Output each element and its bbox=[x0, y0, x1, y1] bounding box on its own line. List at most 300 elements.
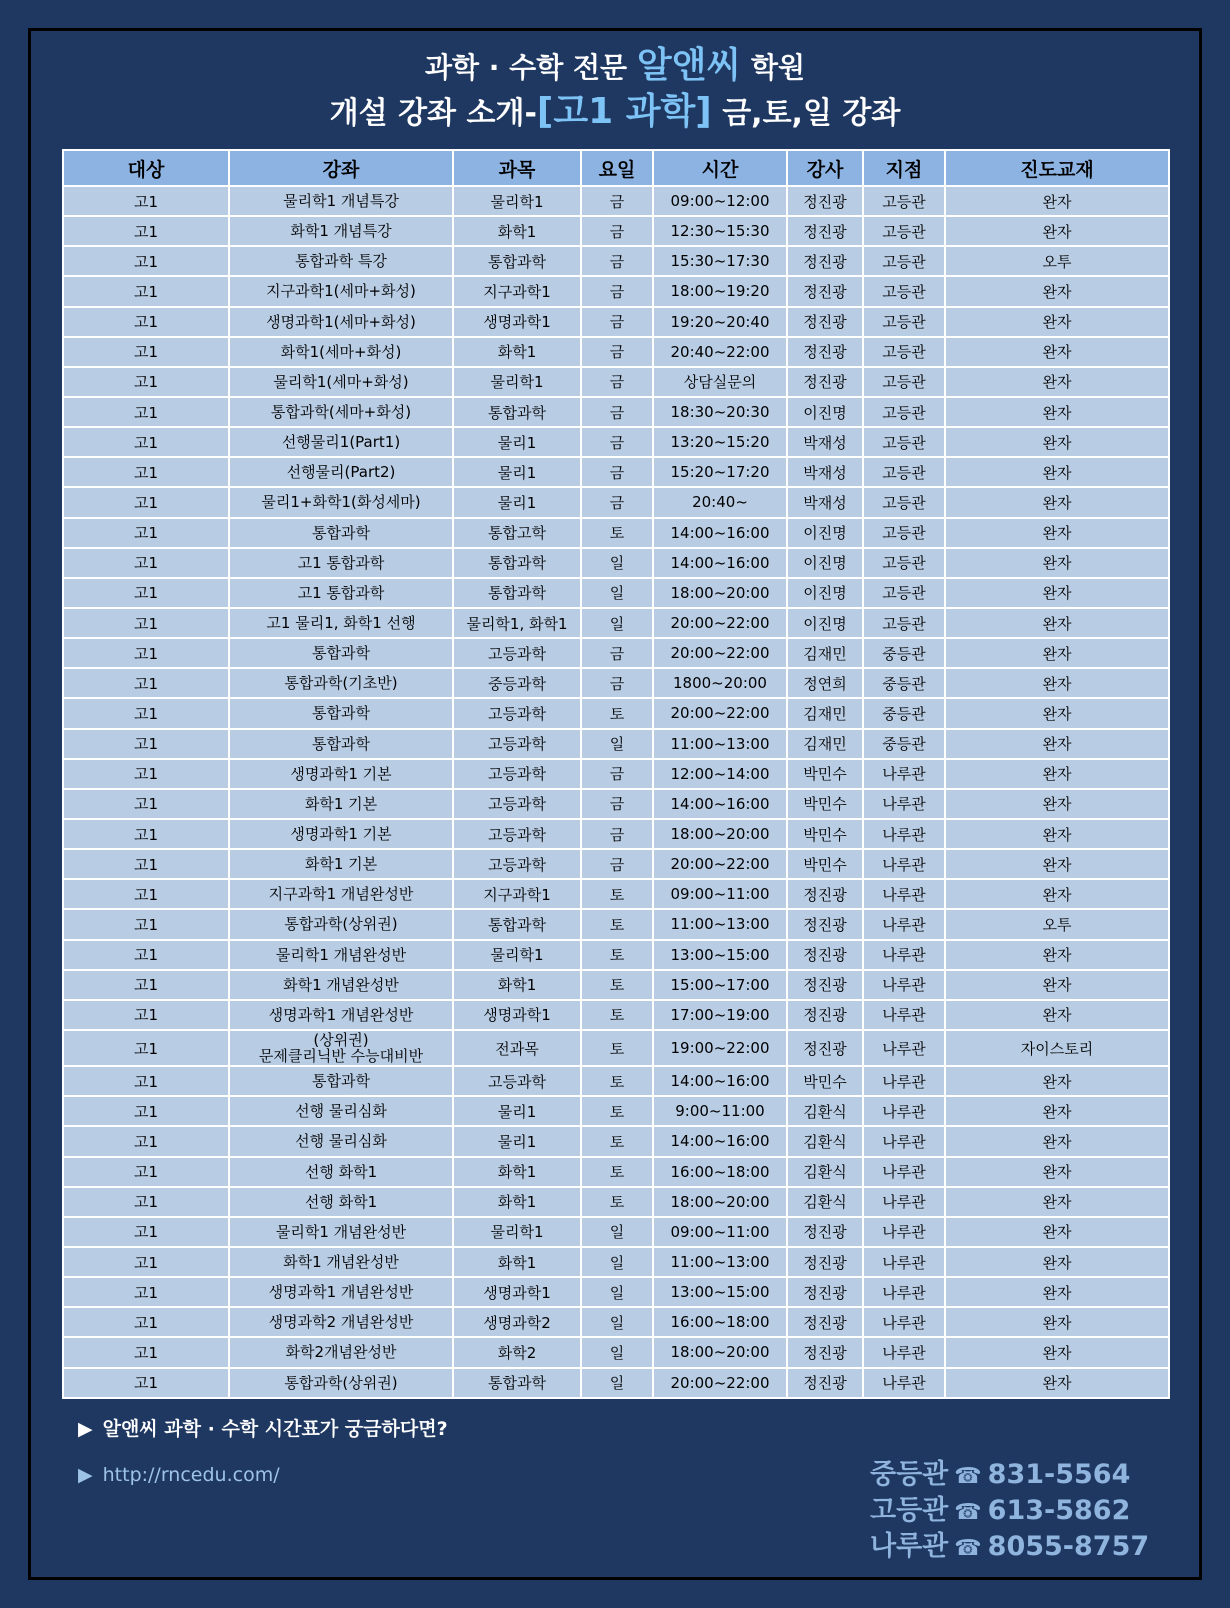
cell-textbook: 완자 bbox=[945, 367, 1169, 397]
cell-course: 화학1(세마+화성) bbox=[229, 337, 453, 367]
table-row bbox=[63, 1000, 1169, 1030]
cell-target: 고1 bbox=[63, 1030, 229, 1066]
cell-target: 고1 bbox=[63, 759, 229, 789]
cell-time: 12:00~14:00 bbox=[653, 759, 787, 789]
table-body bbox=[63, 186, 1169, 1398]
cell-branch: 중등관 bbox=[863, 668, 945, 698]
cell-course: (상위권) 문제클리닉반 수능대비반 bbox=[229, 1030, 453, 1066]
cell-day: 금 bbox=[581, 337, 653, 367]
schedule-table bbox=[62, 149, 1170, 1399]
cell-subject: 생명과학1 bbox=[453, 1277, 581, 1307]
cell-course: 지구과학1 개념완성반 bbox=[229, 879, 453, 909]
cell-textbook: 완자 bbox=[945, 518, 1169, 548]
cell-day: 일 bbox=[581, 729, 653, 759]
cell-time: 20:40~ bbox=[653, 487, 787, 517]
cell-instructor: 박재성 bbox=[787, 487, 863, 517]
cell-target: 고1 bbox=[63, 1307, 229, 1337]
cell-branch: 고등관 bbox=[863, 276, 945, 306]
cell-course: 통합과학 bbox=[229, 638, 453, 668]
cell-target: 고1 bbox=[63, 427, 229, 457]
phone-number: 831-5564 bbox=[987, 1459, 1131, 1490]
cell-time: 14:00~16:00 bbox=[653, 1066, 787, 1096]
cell-day: 금 bbox=[581, 638, 653, 668]
cell-subject: 물리학1 bbox=[453, 940, 581, 970]
cell-branch: 나루관 bbox=[863, 1277, 945, 1307]
cell-course: 통합과학(세마+화성) bbox=[229, 397, 453, 427]
cell-course: 생명과학1 기본 bbox=[229, 759, 453, 789]
cell-target: 고1 bbox=[63, 457, 229, 487]
cell-target: 고1 bbox=[63, 518, 229, 548]
cell-textbook: 완자 bbox=[945, 427, 1169, 457]
cell-branch: 나루관 bbox=[863, 1247, 945, 1277]
cell-course: 통합과학(상위권) bbox=[229, 909, 453, 939]
title-suffix: 학원 bbox=[750, 51, 806, 84]
cell-branch: 고등관 bbox=[863, 518, 945, 548]
cell-instructor: 정진광 bbox=[787, 367, 863, 397]
cell-target: 고1 bbox=[63, 940, 229, 970]
cell-subject: 화학1 bbox=[453, 216, 581, 246]
cell-subject: 생명과학1 bbox=[453, 307, 581, 337]
cell-subject: 화학1 bbox=[453, 1187, 581, 1217]
phone-list bbox=[870, 1458, 1149, 1566]
cell-target: 고1 bbox=[63, 216, 229, 246]
cell-subject: 통합고학 bbox=[453, 518, 581, 548]
table-row bbox=[63, 307, 1169, 337]
cell-target: 고1 bbox=[63, 849, 229, 879]
cell-instructor: 정진광 bbox=[787, 216, 863, 246]
cell-branch: 나루관 bbox=[863, 1187, 945, 1217]
cell-branch: 나루관 bbox=[863, 1000, 945, 1030]
cell-time: 20:00~22:00 bbox=[653, 638, 787, 668]
cell-course: 통합과학(기초반) bbox=[229, 668, 453, 698]
cell-target: 고1 bbox=[63, 1000, 229, 1030]
cell-course: 선행 화학1 bbox=[229, 1187, 453, 1217]
cell-time: 15:00~17:00 bbox=[653, 970, 787, 1000]
cell-instructor: 김환식 bbox=[787, 1187, 863, 1217]
table-header-row bbox=[63, 150, 1169, 186]
table-row bbox=[63, 668, 1169, 698]
cell-day: 금 bbox=[581, 246, 653, 276]
cell-instructor: 박재성 bbox=[787, 427, 863, 457]
phone-row-high bbox=[870, 1494, 1149, 1530]
cell-subject: 물리1 bbox=[453, 1126, 581, 1156]
cell-branch: 나루관 bbox=[863, 819, 945, 849]
cell-instructor: 박민수 bbox=[787, 1066, 863, 1096]
cell-branch: 고등관 bbox=[863, 367, 945, 397]
cell-day: 토 bbox=[581, 940, 653, 970]
cell-subject: 고등과학 bbox=[453, 1066, 581, 1096]
cell-course: 화학1 기본 bbox=[229, 849, 453, 879]
cell-subject: 화학1 bbox=[453, 337, 581, 367]
cell-textbook: 완자 bbox=[945, 1000, 1169, 1030]
cell-branch: 고등관 bbox=[863, 578, 945, 608]
cell-time: 18:00~19:20 bbox=[653, 276, 787, 306]
cell-day: 금 bbox=[581, 367, 653, 397]
cell-time: 11:00~13:00 bbox=[653, 729, 787, 759]
cell-course: 고1 통합과학 bbox=[229, 578, 453, 608]
cell-instructor: 정진광 bbox=[787, 1030, 863, 1066]
cell-subject: 물리학1 bbox=[453, 1217, 581, 1247]
table-row bbox=[63, 1217, 1169, 1247]
cell-instructor: 이진명 bbox=[787, 518, 863, 548]
cell-target: 고1 bbox=[63, 638, 229, 668]
cell-instructor: 정진광 bbox=[787, 970, 863, 1000]
cell-branch: 고등관 bbox=[863, 487, 945, 517]
subtitle-suffix: 금,토,일 강좌 bbox=[722, 96, 901, 131]
cell-time: 09:00~12:00 bbox=[653, 186, 787, 216]
cell-day: 토 bbox=[581, 909, 653, 939]
cell-time: 14:00~16:00 bbox=[653, 518, 787, 548]
cell-target: 고1 bbox=[63, 1337, 229, 1367]
cell-target: 고1 bbox=[63, 1187, 229, 1217]
cell-textbook: 완자 bbox=[945, 970, 1169, 1000]
cta-text: 알앤씨 과학 · 수학 시간표가 궁금하다면? bbox=[102, 1418, 448, 1440]
cell-branch: 나루관 bbox=[863, 1307, 945, 1337]
cell-subject: 고등과학 bbox=[453, 638, 581, 668]
cell-subject: 물리학1, 화학1 bbox=[453, 608, 581, 638]
cell-course: 화학1 기본 bbox=[229, 789, 453, 819]
cell-course: 선행 화학1 bbox=[229, 1157, 453, 1187]
cell-target: 고1 bbox=[63, 668, 229, 698]
cell-time: 9:00~11:00 bbox=[653, 1096, 787, 1126]
table-row bbox=[63, 698, 1169, 728]
cell-day: 일 bbox=[581, 548, 653, 578]
play-arrow-icon: ▶ bbox=[78, 1418, 93, 1440]
cell-instructor: 정진광 bbox=[787, 1277, 863, 1307]
cell-day: 토 bbox=[581, 1066, 653, 1096]
cell-course: 화학1 개념특강 bbox=[229, 216, 453, 246]
cell-day: 금 bbox=[581, 216, 653, 246]
column-header-course: 강좌 bbox=[229, 150, 453, 186]
cell-textbook: 자이스토리 bbox=[945, 1030, 1169, 1066]
cell-time: 13:00~15:00 bbox=[653, 1277, 787, 1307]
cell-subject: 물리1 bbox=[453, 427, 581, 457]
cell-subject: 통합과학 bbox=[453, 909, 581, 939]
cell-instructor: 정진광 bbox=[787, 186, 863, 216]
cell-instructor: 정진광 bbox=[787, 909, 863, 939]
cell-day: 일 bbox=[581, 608, 653, 638]
cell-textbook: 완자 bbox=[945, 1368, 1169, 1398]
cell-day: 금 bbox=[581, 789, 653, 819]
phone-number: 613-5862 bbox=[987, 1495, 1131, 1526]
cell-textbook: 완자 bbox=[945, 819, 1169, 849]
table-row bbox=[63, 1187, 1169, 1217]
title-line-1 bbox=[0, 44, 1230, 88]
cell-instructor: 박민수 bbox=[787, 849, 863, 879]
cell-target: 고1 bbox=[63, 909, 229, 939]
cell-time: 16:00~18:00 bbox=[653, 1307, 787, 1337]
cell-instructor: 박민수 bbox=[787, 759, 863, 789]
cell-course: 물리학1 개념완성반 bbox=[229, 940, 453, 970]
cell-branch: 고등관 bbox=[863, 337, 945, 367]
brand-name: 알앤씨 bbox=[636, 45, 742, 86]
cell-textbook: 완자 bbox=[945, 1307, 1169, 1337]
table-row bbox=[63, 1066, 1169, 1096]
column-header-day: 요일 bbox=[581, 150, 653, 186]
cell-branch: 나루관 bbox=[863, 1217, 945, 1247]
cell-course: 선행물리1(Part1) bbox=[229, 427, 453, 457]
table-row bbox=[63, 789, 1169, 819]
cell-course: 선행 물리심화 bbox=[229, 1096, 453, 1126]
cell-course: 선행 물리심화 bbox=[229, 1126, 453, 1156]
poster-title bbox=[0, 44, 1230, 136]
cell-textbook: 완자 bbox=[945, 1157, 1169, 1187]
cell-target: 고1 bbox=[63, 1368, 229, 1398]
cell-subject: 물리1 bbox=[453, 1096, 581, 1126]
cell-textbook: 완자 bbox=[945, 729, 1169, 759]
cell-subject: 통합과학 bbox=[453, 578, 581, 608]
cell-day: 금 bbox=[581, 427, 653, 457]
cell-time: 18:00~20:00 bbox=[653, 1337, 787, 1367]
cell-target: 고1 bbox=[63, 276, 229, 306]
table-row bbox=[63, 970, 1169, 1000]
cell-subject: 고등과학 bbox=[453, 759, 581, 789]
cell-subject: 중등과학 bbox=[453, 668, 581, 698]
cell-time: 09:00~11:00 bbox=[653, 1217, 787, 1247]
cell-course: 통합과학 bbox=[229, 698, 453, 728]
cell-textbook: 완자 bbox=[945, 940, 1169, 970]
cell-course: 생명과학2 개념완성반 bbox=[229, 1307, 453, 1337]
cell-time: 18:00~20:00 bbox=[653, 1187, 787, 1217]
cell-target: 고1 bbox=[63, 1096, 229, 1126]
column-header-instructor: 강사 bbox=[787, 150, 863, 186]
cell-textbook: 완자 bbox=[945, 1337, 1169, 1367]
table-row bbox=[63, 1247, 1169, 1277]
cell-target: 고1 bbox=[63, 186, 229, 216]
branch-name: 나루관 bbox=[870, 1531, 949, 1562]
cell-instructor: 정진광 bbox=[787, 940, 863, 970]
cell-target: 고1 bbox=[63, 337, 229, 367]
cell-course: 통합과학 bbox=[229, 1066, 453, 1096]
cell-target: 고1 bbox=[63, 246, 229, 276]
cell-target: 고1 bbox=[63, 879, 229, 909]
cell-day: 금 bbox=[581, 759, 653, 789]
cell-time: 상담실문의 bbox=[653, 367, 787, 397]
cell-day: 일 bbox=[581, 578, 653, 608]
cell-subject: 물리1 bbox=[453, 457, 581, 487]
cell-course: 통합과학(상위권) bbox=[229, 1368, 453, 1398]
cell-target: 고1 bbox=[63, 1157, 229, 1187]
cell-branch: 고등관 bbox=[863, 397, 945, 427]
cell-day: 토 bbox=[581, 518, 653, 548]
cell-branch: 고등관 bbox=[863, 457, 945, 487]
cell-subject: 지구과학1 bbox=[453, 276, 581, 306]
cell-day: 금 bbox=[581, 849, 653, 879]
cell-target: 고1 bbox=[63, 367, 229, 397]
cell-course: 물리1+화학1(화성세마) bbox=[229, 487, 453, 517]
column-header-target: 대상 bbox=[63, 150, 229, 186]
cell-instructor: 김환식 bbox=[787, 1157, 863, 1187]
cell-day: 금 bbox=[581, 668, 653, 698]
table-row bbox=[63, 487, 1169, 517]
cell-time: 11:00~13:00 bbox=[653, 909, 787, 939]
cell-subject: 지구과학1 bbox=[453, 879, 581, 909]
cell-time: 20:00~22:00 bbox=[653, 849, 787, 879]
table-row bbox=[63, 276, 1169, 306]
cell-course: 물리학1 개념특강 bbox=[229, 186, 453, 216]
cell-branch: 중등관 bbox=[863, 698, 945, 728]
table-row bbox=[63, 518, 1169, 548]
cell-day: 토 bbox=[581, 1096, 653, 1126]
cell-textbook: 완자 bbox=[945, 638, 1169, 668]
cell-instructor: 김환식 bbox=[787, 1126, 863, 1156]
column-header-textbook: 진도교재 bbox=[945, 150, 1169, 186]
cell-course: 고1 물리1, 화학1 선행 bbox=[229, 608, 453, 638]
cell-instructor: 박민수 bbox=[787, 789, 863, 819]
cell-instructor: 김재민 bbox=[787, 729, 863, 759]
cell-day: 토 bbox=[581, 1157, 653, 1187]
cell-instructor: 정진광 bbox=[787, 1217, 863, 1247]
cell-day: 일 bbox=[581, 1368, 653, 1398]
table-row bbox=[63, 1307, 1169, 1337]
table-row bbox=[63, 337, 1169, 367]
table-row bbox=[63, 246, 1169, 276]
cell-subject: 전과목 bbox=[453, 1030, 581, 1066]
table-row bbox=[63, 849, 1169, 879]
table-row bbox=[63, 457, 1169, 487]
cell-textbook: 완자 bbox=[945, 548, 1169, 578]
cell-target: 고1 bbox=[63, 1217, 229, 1247]
cell-branch: 고등관 bbox=[863, 307, 945, 337]
cell-day: 금 bbox=[581, 819, 653, 849]
cell-branch: 나루관 bbox=[863, 970, 945, 1000]
cell-day: 토 bbox=[581, 970, 653, 1000]
cell-time: 14:00~16:00 bbox=[653, 548, 787, 578]
cell-time: 12:30~15:30 bbox=[653, 216, 787, 246]
table-row bbox=[63, 367, 1169, 397]
cell-subject: 생명과학2 bbox=[453, 1307, 581, 1337]
cell-target: 고1 bbox=[63, 1247, 229, 1277]
phone-row-naru bbox=[870, 1530, 1149, 1566]
subtitle-prefix: 개설 강좌 소개- bbox=[329, 96, 537, 131]
cell-branch: 나루관 bbox=[863, 789, 945, 819]
cell-textbook: 완자 bbox=[945, 1217, 1169, 1247]
phone-row-middle bbox=[870, 1458, 1149, 1494]
cell-course: 물리학1(세마+화성) bbox=[229, 367, 453, 397]
cell-textbook: 완자 bbox=[945, 849, 1169, 879]
cell-subject: 고등과학 bbox=[453, 698, 581, 728]
cell-instructor: 김환식 bbox=[787, 1096, 863, 1126]
cell-time: 14:00~16:00 bbox=[653, 789, 787, 819]
cell-course: 통합과학 bbox=[229, 729, 453, 759]
cell-branch: 나루관 bbox=[863, 1157, 945, 1187]
cell-branch: 중등관 bbox=[863, 638, 945, 668]
cell-branch: 나루관 bbox=[863, 1030, 945, 1066]
cell-textbook: 완자 bbox=[945, 1187, 1169, 1217]
cell-branch: 고등관 bbox=[863, 548, 945, 578]
cell-time: 1800~20:00 bbox=[653, 668, 787, 698]
cell-target: 고1 bbox=[63, 578, 229, 608]
cell-subject: 화학1 bbox=[453, 1247, 581, 1277]
table-row bbox=[63, 427, 1169, 457]
cell-time: 09:00~11:00 bbox=[653, 879, 787, 909]
cell-time: 11:00~13:00 bbox=[653, 1247, 787, 1277]
cell-target: 고1 bbox=[63, 970, 229, 1000]
cell-textbook: 완자 bbox=[945, 608, 1169, 638]
cell-subject: 통합과학 bbox=[453, 1368, 581, 1398]
cell-day: 일 bbox=[581, 1247, 653, 1277]
cell-textbook: 완자 bbox=[945, 276, 1169, 306]
cell-instructor: 정진광 bbox=[787, 1307, 863, 1337]
cell-day: 금 bbox=[581, 487, 653, 517]
cell-branch: 나루관 bbox=[863, 1066, 945, 1096]
cell-course: 통합과학 bbox=[229, 518, 453, 548]
cell-day: 금 bbox=[581, 307, 653, 337]
cell-day: 일 bbox=[581, 1307, 653, 1337]
cell-day: 금 bbox=[581, 186, 653, 216]
cell-instructor: 김재민 bbox=[787, 638, 863, 668]
cell-textbook: 오투 bbox=[945, 909, 1169, 939]
cell-instructor: 이진명 bbox=[787, 397, 863, 427]
column-header-time: 시간 bbox=[653, 150, 787, 186]
subtitle-highlight: [고1 과학] bbox=[536, 91, 712, 132]
cell-textbook: 완자 bbox=[945, 1126, 1169, 1156]
cell-instructor: 정진광 bbox=[787, 246, 863, 276]
cell-instructor: 박재성 bbox=[787, 457, 863, 487]
cell-time: 20:40~22:00 bbox=[653, 337, 787, 367]
cell-day: 토 bbox=[581, 879, 653, 909]
cell-instructor: 이진명 bbox=[787, 548, 863, 578]
cell-course: 생명과학1 기본 bbox=[229, 819, 453, 849]
cell-time: 13:00~15:00 bbox=[653, 940, 787, 970]
cell-instructor: 정진광 bbox=[787, 1368, 863, 1398]
cell-subject: 화학1 bbox=[453, 970, 581, 1000]
cell-target: 고1 bbox=[63, 819, 229, 849]
branch-name: 고등관 bbox=[870, 1495, 949, 1526]
cell-subject: 물리학1 bbox=[453, 367, 581, 397]
cell-target: 고1 bbox=[63, 1066, 229, 1096]
cell-instructor: 박민수 bbox=[787, 819, 863, 849]
cell-target: 고1 bbox=[63, 397, 229, 427]
cell-course: 생명과학1(세마+화성) bbox=[229, 307, 453, 337]
cell-textbook: 완자 bbox=[945, 1066, 1169, 1096]
title-prefix: 과학 · 수학 전문 bbox=[424, 51, 628, 84]
cell-time: 13:20~15:20 bbox=[653, 427, 787, 457]
cell-day: 일 bbox=[581, 1277, 653, 1307]
cell-branch: 중등관 bbox=[863, 729, 945, 759]
cell-instructor: 김재민 bbox=[787, 698, 863, 728]
cell-time: 20:00~22:00 bbox=[653, 1368, 787, 1398]
cell-target: 고1 bbox=[63, 1277, 229, 1307]
cell-instructor: 정진광 bbox=[787, 879, 863, 909]
website-url[interactable]: http://rncedu.com/ bbox=[102, 1464, 280, 1486]
cell-subject: 통합과학 bbox=[453, 548, 581, 578]
cell-branch: 고등관 bbox=[863, 216, 945, 246]
cell-branch: 나루관 bbox=[863, 879, 945, 909]
table-row bbox=[63, 548, 1169, 578]
cell-day: 금 bbox=[581, 397, 653, 427]
cell-branch: 나루관 bbox=[863, 759, 945, 789]
table-row bbox=[63, 1096, 1169, 1126]
cell-subject: 고등과학 bbox=[453, 729, 581, 759]
website-link[interactable] bbox=[78, 1464, 280, 1486]
cell-textbook: 완자 bbox=[945, 1247, 1169, 1277]
cell-subject: 고등과학 bbox=[453, 819, 581, 849]
cell-course: 화학1 개념완성반 bbox=[229, 1247, 453, 1277]
table-row bbox=[63, 759, 1169, 789]
cell-textbook: 완자 bbox=[945, 487, 1169, 517]
cell-course: 선행물리(Part2) bbox=[229, 457, 453, 487]
cell-branch: 나루관 bbox=[863, 1096, 945, 1126]
table-row bbox=[63, 608, 1169, 638]
cell-time: 15:30~17:30 bbox=[653, 246, 787, 276]
telephone-icon: ☎ bbox=[954, 1464, 982, 1489]
table-row bbox=[63, 1157, 1169, 1187]
cell-target: 고1 bbox=[63, 487, 229, 517]
cell-course: 고1 통합과학 bbox=[229, 548, 453, 578]
cell-branch: 나루관 bbox=[863, 909, 945, 939]
cell-day: 토 bbox=[581, 1187, 653, 1217]
